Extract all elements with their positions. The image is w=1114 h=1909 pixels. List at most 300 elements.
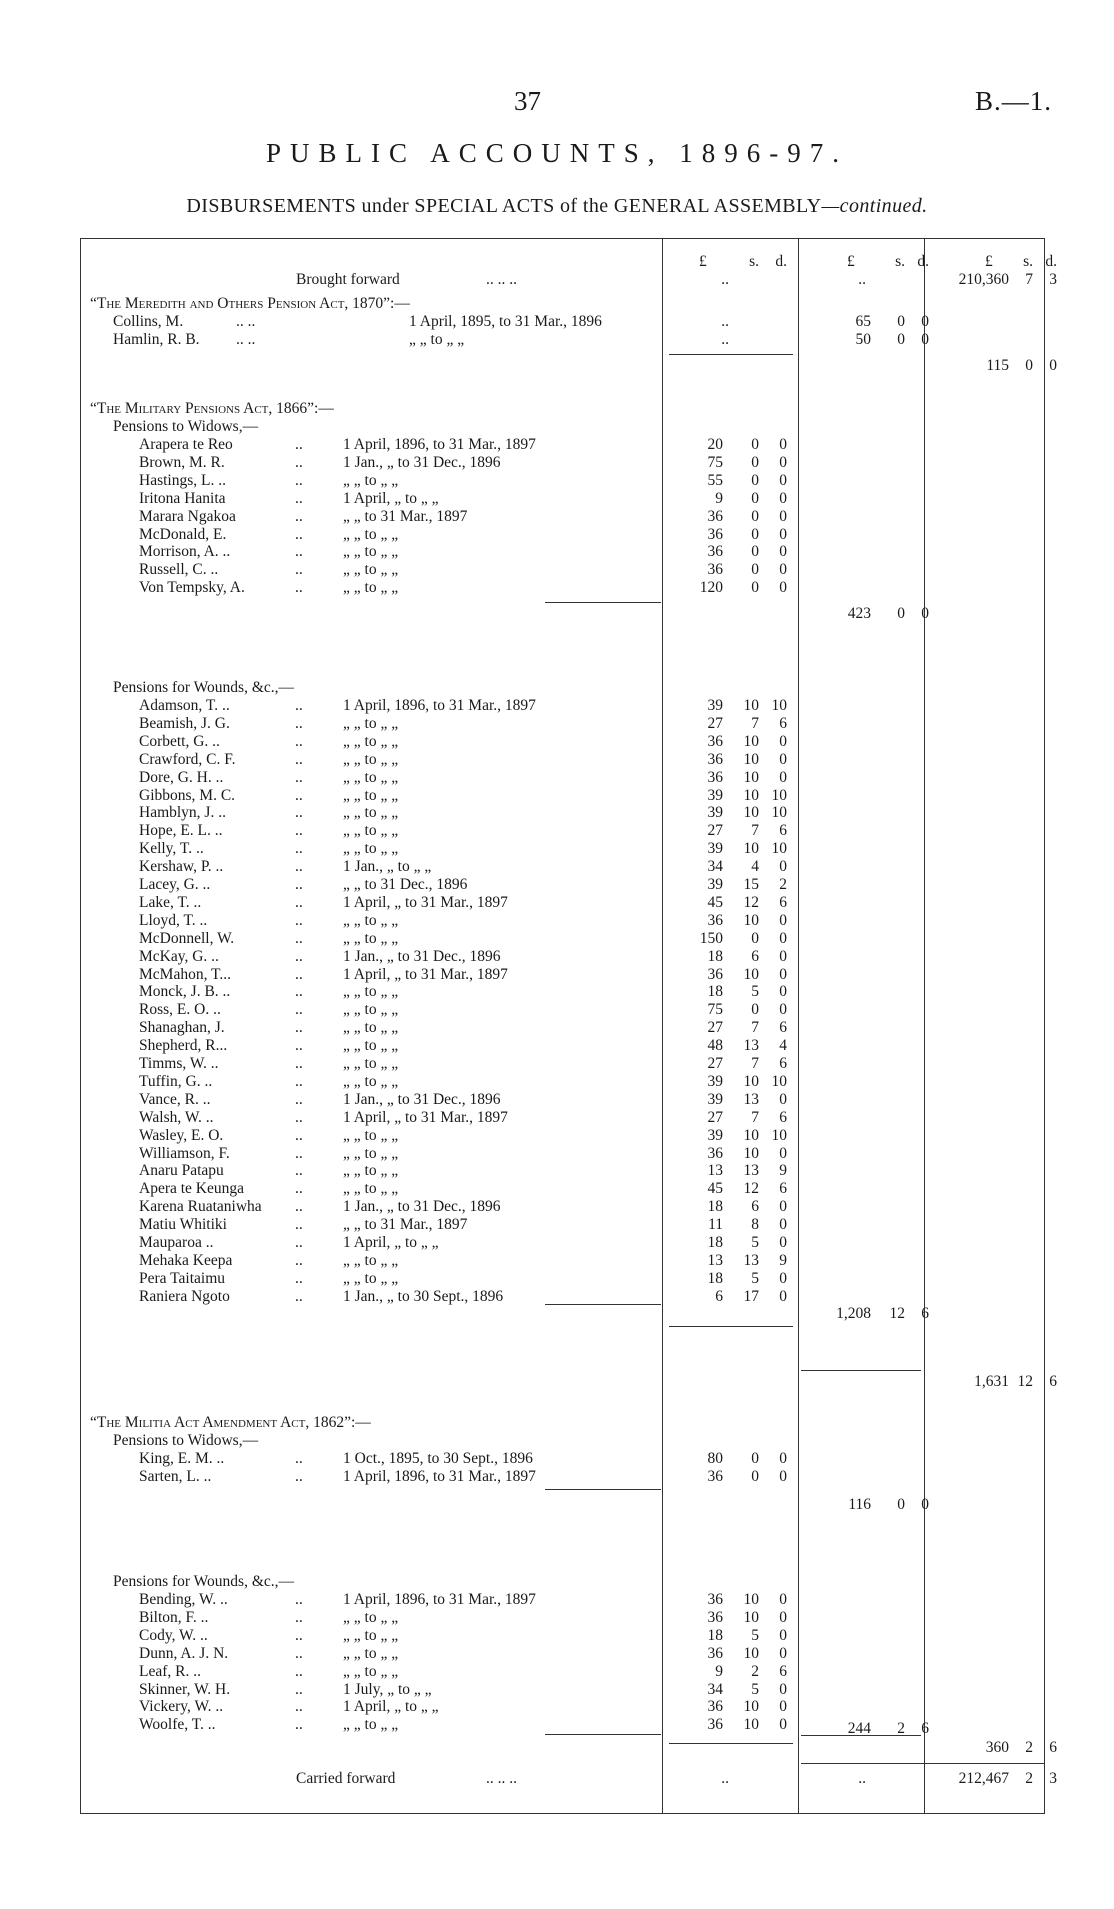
pensioner-name: Dunn, A. J. N. — [139, 1644, 229, 1662]
pension-amount-pence: 0 — [779, 1450, 787, 1467]
pension-amount-pence: 0 — [779, 732, 787, 750]
pension-amount-pounds: 27 — [707, 1019, 723, 1037]
total-rule — [669, 1326, 793, 1327]
table-row — [81, 1180, 1044, 1198]
table-row — [81, 1198, 1044, 1216]
militia-wounds-total-pence: 6 — [921, 1720, 929, 1737]
pension-amount-shillings: 17 — [743, 1287, 759, 1305]
pension-amount-pounds: 36 — [707, 1716, 723, 1734]
pension-amount-pounds: 11 — [708, 1216, 723, 1234]
pension-amount-pounds: 6 — [715, 1287, 723, 1305]
pension-amount-pence: 0 — [779, 561, 787, 579]
pensioner-name: Pera Taitaimu — [139, 1269, 226, 1287]
table-row — [81, 1681, 1044, 1699]
pension-amount-pounds: 36 — [707, 507, 723, 525]
leader-dots: .. — [295, 1180, 303, 1198]
subtotal-row — [81, 605, 1044, 623]
leader-dots: .. — [295, 1216, 303, 1234]
table-row — [81, 1234, 1044, 1252]
table-row — [81, 1609, 1044, 1627]
pensioner-name: Morrison, A. .. — [139, 543, 231, 561]
pension-amount-pence: 6 — [779, 1180, 787, 1198]
leader-dots: .. — [295, 1626, 303, 1644]
pensioner-name: Hamblyn, J. .. — [139, 804, 226, 822]
pension-amount-shillings: 0 — [751, 543, 759, 561]
pension-amount-pence: 0 — [779, 1216, 787, 1234]
pension-amount-pounds: 39 — [707, 1126, 723, 1144]
pensioner-name: Dore, G. H. .. — [139, 768, 224, 786]
leader-dots: .. — [295, 1162, 303, 1180]
table-row — [81, 1645, 1044, 1663]
pension-amount-pence: 0 — [779, 579, 787, 597]
pensioner-name: Hamlin, R. B. — [113, 330, 200, 348]
leader-dots: .. .. — [236, 313, 256, 330]
pension-amount-pounds: 45 — [707, 893, 723, 911]
leader-dots: .. — [295, 561, 303, 579]
pension-amount-shillings: 7 — [751, 714, 759, 732]
meredith-total-pence: 0 — [1049, 357, 1057, 374]
pensioner-name: Iritona Hanita — [139, 489, 226, 507]
table-row — [81, 769, 1044, 787]
table-row — [81, 1037, 1044, 1055]
militia-widows-total-shillings: 0 — [897, 1496, 905, 1513]
table-row — [81, 787, 1044, 805]
leader-dots: .. — [295, 858, 303, 876]
pension-period: „ „ to „ „ — [343, 1126, 399, 1144]
pension-period: „ „ to „ „ — [343, 768, 399, 786]
accounts-table — [80, 238, 1057, 1814]
pension-amount-pounds: 18 — [707, 1269, 723, 1287]
pension-amount-pence: 0 — [779, 929, 787, 947]
pension-amount-pence: 0 — [921, 330, 929, 348]
table-row — [81, 1001, 1044, 1019]
pension-amount-shillings: 13 — [743, 1090, 759, 1108]
pensioner-name: Williamson, F. — [139, 1144, 230, 1162]
table-row — [81, 715, 1044, 733]
pension-period: „ „ to „ „ — [343, 732, 399, 750]
pension-amount-pounds: 75 — [707, 453, 723, 471]
page-subtitle — [0, 195, 1114, 218]
pensioner-name: Vickery, W. .. — [139, 1698, 224, 1716]
table-row — [81, 948, 1044, 966]
pension-amount-pounds: 75 — [707, 1001, 723, 1019]
subtitle-main: DISBURSEMENTS under SPECIAL ACTS of the GENERAL ASSEMBLY — [186, 195, 822, 217]
pension-amount-pence: 0 — [779, 1591, 787, 1608]
military-widows-total-shillings: 0 — [897, 605, 905, 622]
table-row — [81, 1109, 1044, 1127]
pensioner-name: Lacey, G. .. — [139, 876, 211, 893]
pension-period: „ „ to „ „ — [343, 786, 399, 804]
table-row — [81, 1468, 1044, 1486]
pension-period: „ „ to „ „ — [343, 543, 399, 561]
carried-forward-total-shillings: 2 — [1025, 1770, 1033, 1787]
leader-dots: .. .. .. — [486, 271, 517, 288]
military-wounds-total-pounds: 1,208 — [836, 1305, 871, 1322]
shilling-header: s. — [1023, 253, 1033, 270]
pension-amount-pounds: 36 — [707, 561, 723, 579]
leader-dots: .. — [295, 453, 303, 471]
pension-amount-pence: 0 — [779, 965, 787, 983]
pensioner-name: Skinner, W. H. — [139, 1680, 231, 1698]
leader-dots: .. — [295, 579, 303, 597]
brought-forward-label: Brought forward — [296, 271, 400, 288]
section-total-row — [81, 1739, 1057, 1757]
pension-amount-shillings: 0 — [751, 525, 759, 543]
meredith-act-heading: “The Meredith and Others Pension Act, 1870”:— — [90, 295, 410, 312]
table-row — [81, 1450, 1044, 1468]
pension-period: „ „ to „ „ — [409, 330, 465, 348]
leader-dots: .. — [295, 1037, 303, 1055]
leader-dots: .. — [295, 768, 303, 786]
leader-dots: .. — [295, 1001, 303, 1019]
pension-period: 1 April, „ to 31 Mar., 1897 — [343, 1108, 508, 1126]
leader-dots: .. — [295, 1680, 303, 1698]
pension-period: „ „ to „ „ — [343, 1072, 399, 1090]
pension-amount-pence: 9 — [779, 1251, 787, 1269]
pensioner-name: Russell, C. .. — [139, 561, 219, 579]
pound-header: £ — [985, 253, 993, 270]
pension-amount-pounds: 120 — [699, 579, 723, 597]
pension-period: „ „ to „ „ — [343, 804, 399, 822]
pension-amount-pounds: 36 — [707, 768, 723, 786]
total-rule — [669, 354, 793, 355]
pension-amount-shillings: 13 — [743, 1037, 759, 1055]
pension-amount-shillings: 6 — [751, 1198, 759, 1216]
document-reference: B.—1. — [974, 86, 1052, 116]
leader-dots: .. — [295, 1591, 303, 1608]
pension-amount-pence: 0 — [779, 1269, 787, 1287]
pension-amount-pence: 0 — [779, 1287, 787, 1305]
table-row — [81, 579, 1044, 597]
pensioner-name: McKay, G. .. — [139, 947, 219, 965]
pension-amount-pence: 0 — [779, 750, 787, 768]
pension-period: 1 Jan., „ to „ „ — [343, 858, 432, 876]
pension-amount-pence: 10 — [771, 786, 787, 804]
pound-header: £ — [699, 253, 707, 270]
pension-amount-pounds: 9 — [715, 1662, 723, 1680]
pension-amount-shillings: 10 — [743, 1716, 759, 1734]
leader-dots: .. — [295, 1269, 303, 1287]
ditto-dots: .. — [721, 313, 729, 330]
pension-amount-pence: 0 — [779, 1001, 787, 1019]
pension-amount-pence: 0 — [779, 1090, 787, 1108]
pension-amount-pounds: 9 — [715, 489, 723, 507]
brought-forward-total-pence: 3 — [1049, 271, 1057, 288]
pension-period: 1 Jan., „ to 31 Dec., 1896 — [343, 1090, 501, 1108]
pensioner-name: Tuffin, G. .. — [139, 1072, 213, 1090]
pension-amount-shillings: 5 — [751, 1680, 759, 1698]
pension-amount-shillings: 10 — [743, 911, 759, 929]
pension-amount-pence: 0 — [921, 313, 929, 330]
pension-amount-shillings: 10 — [743, 1644, 759, 1662]
pension-amount-pounds: 36 — [707, 750, 723, 768]
pension-period: „ „ to „ „ — [343, 1626, 399, 1644]
pension-amount-shillings: 12 — [743, 893, 759, 911]
military-wounds-total-shillings: 12 — [889, 1305, 905, 1322]
pension-amount-pence: 6 — [779, 822, 787, 840]
table-row — [81, 733, 1044, 751]
leader-dots: .. — [295, 1287, 303, 1305]
leader-dots: .. — [295, 1716, 303, 1734]
militia-total-shillings: 2 — [1025, 1739, 1033, 1756]
pension-amount-shillings: 10 — [743, 1144, 759, 1162]
pension-period: „ „ to „ „ — [343, 1269, 399, 1287]
total-rule — [545, 1489, 661, 1490]
pension-amount-shillings: 10 — [743, 1591, 759, 1608]
pension-amount-shillings: 10 — [743, 840, 759, 858]
pension-period: „ „ to 31 Mar., 1897 — [343, 507, 468, 525]
leader-dots: .. — [295, 876, 303, 893]
pension-amount-pence: 4 — [779, 1037, 787, 1055]
pensioner-name: Monck, J. B. .. — [139, 983, 231, 1001]
pension-amount-shillings: 10 — [743, 768, 759, 786]
pension-amount-pounds: 13 — [707, 1251, 723, 1269]
section-heading — [81, 1414, 1044, 1432]
subtotal-row — [81, 1496, 1044, 1514]
pension-period: „ „ to „ „ — [343, 579, 399, 597]
pension-amount-pounds: 36 — [707, 965, 723, 983]
leader-dots: .. — [295, 1072, 303, 1090]
table-row — [81, 1127, 1044, 1145]
pension-amount-pence: 0 — [779, 489, 787, 507]
pension-amount-shillings: 0 — [897, 330, 905, 348]
pension-amount-shillings: 10 — [743, 732, 759, 750]
leader-dots: .. — [295, 1144, 303, 1162]
pensioner-name: Kelly, T. .. — [139, 840, 204, 858]
pension-amount-shillings: 0 — [751, 929, 759, 947]
pension-amount-pounds: 39 — [707, 804, 723, 822]
pension-amount-shillings: 10 — [743, 750, 759, 768]
pension-period: „ „ to „ „ — [343, 1251, 399, 1269]
table-row — [81, 1145, 1044, 1163]
pension-amount-pounds: 36 — [707, 1591, 723, 1608]
military-wounds-total-pence: 6 — [921, 1305, 929, 1322]
pension-amount-pounds: 27 — [707, 1055, 723, 1072]
pension-amount-pence: 10 — [771, 804, 787, 822]
leader-dots: .. — [295, 911, 303, 929]
pension-amount-pence: 6 — [779, 1055, 787, 1072]
pension-period: „ „ to „ „ — [343, 1144, 399, 1162]
pensioner-name: Bending, W. .. — [139, 1591, 228, 1608]
pensioner-name: Corbett, G. .. — [139, 732, 220, 750]
table-row — [81, 1627, 1044, 1645]
pension-amount-pounds: 80 — [707, 1450, 723, 1467]
table-row — [81, 1019, 1044, 1037]
table-row — [81, 313, 1044, 331]
pension-amount-pounds: 36 — [707, 1698, 723, 1716]
pension-amount-shillings: 5 — [751, 1626, 759, 1644]
table-row — [81, 858, 1044, 876]
subtitle-continued: —continued. — [821, 195, 928, 217]
pension-amount-pounds: 50 — [855, 330, 871, 348]
pension-amount-shillings: 7 — [751, 1108, 759, 1126]
pension-amount-pence: 6 — [779, 1662, 787, 1680]
pension-amount-pence: 0 — [779, 436, 787, 453]
pension-amount-pounds: 36 — [707, 1608, 723, 1626]
pension-amount-shillings: 5 — [751, 1269, 759, 1287]
pension-amount-shillings: 10 — [743, 1608, 759, 1626]
section-heading — [81, 295, 1044, 313]
pension-period: „ „ to „ „ — [343, 840, 399, 858]
pension-amount-pence: 0 — [779, 1144, 787, 1162]
pension-period: „ „ to „ „ — [343, 714, 399, 732]
pension-amount-pounds: 34 — [707, 858, 723, 876]
pensioner-name: Karena Ruataniwha — [139, 1198, 262, 1216]
brought-forward-row — [81, 271, 1057, 289]
militia-total-pence: 6 — [1049, 1739, 1057, 1756]
pension-period: „ „ to „ „ — [343, 1055, 399, 1072]
pension-amount-pounds: 18 — [707, 1234, 723, 1251]
leader-dots: .. — [295, 1055, 303, 1072]
pensioner-name: Shepherd, R... — [139, 1037, 228, 1055]
brought-forward-total-pounds: 210,360 — [958, 271, 1009, 288]
table-row — [81, 894, 1044, 912]
pensioner-name: Matiu Whitiki — [139, 1216, 227, 1234]
pensioner-name: Leaf, R. .. — [139, 1662, 201, 1680]
brought-forward-total-shillings: 7 — [1025, 271, 1033, 288]
pension-period: 1 April, 1895, to 31 Mar., 1896 — [409, 313, 602, 330]
leader-dots: .. — [295, 822, 303, 840]
pension-amount-pounds: 55 — [707, 471, 723, 489]
pension-amount-shillings: 8 — [751, 1216, 759, 1234]
pensioner-name: McMahon, T... — [139, 965, 231, 983]
pensioner-name: King, E. M. .. — [139, 1450, 225, 1467]
military-widows-total-pounds: 423 — [847, 605, 871, 622]
pension-period: „ „ to „ „ — [343, 822, 399, 840]
pensioner-name: Beamish, J. G. — [139, 714, 230, 732]
pension-period: 1 July, „ to „ „ — [343, 1680, 432, 1698]
pension-period: „ „ to „ „ — [343, 1037, 399, 1055]
ditto-dots: .. — [721, 1770, 729, 1787]
section-total-row — [81, 357, 1057, 375]
ditto-dots: .. — [721, 330, 729, 348]
pension-amount-pence: 0 — [779, 1608, 787, 1626]
meredith-total-shillings: 0 — [1025, 357, 1033, 374]
pension-amount-pounds: 36 — [707, 1644, 723, 1662]
table-row — [81, 1252, 1044, 1270]
pension-period: 1 Jan., „ to 31 Dec., 1896 — [343, 1198, 501, 1216]
pension-amount-pence: 0 — [779, 983, 787, 1001]
table-row — [81, 472, 1044, 490]
pence-header: d. — [775, 253, 787, 270]
pension-period: „ „ to „ „ — [343, 1180, 399, 1198]
pension-amount-shillings: 0 — [751, 1450, 759, 1467]
table-row — [81, 804, 1044, 822]
pensioner-name: Kershaw, P. .. — [139, 858, 224, 876]
pension-period: „ „ to „ „ — [343, 1019, 399, 1037]
leader-dots: .. — [295, 929, 303, 947]
pension-amount-pounds: 18 — [707, 947, 723, 965]
pension-amount-pounds: 48 — [707, 1037, 723, 1055]
pension-amount-pounds: 36 — [707, 1144, 723, 1162]
subsection-heading — [81, 1573, 1044, 1591]
leader-dots: .. — [295, 750, 303, 768]
leader-dots: .. — [295, 1090, 303, 1108]
subtotal-row — [81, 1305, 1044, 1323]
total-rule — [545, 602, 661, 603]
pension-period: 1 April, „ to „ „ — [343, 489, 439, 507]
pension-amount-pence: 6 — [779, 1019, 787, 1037]
pension-amount-pounds: 150 — [699, 929, 723, 947]
pension-amount-pounds: 27 — [707, 1108, 723, 1126]
pension-amount-pence: 0 — [779, 507, 787, 525]
table-row — [81, 331, 1044, 349]
leader-dots: .. — [295, 471, 303, 489]
pension-amount-shillings: 0 — [751, 561, 759, 579]
pension-amount-pounds: 18 — [707, 1626, 723, 1644]
pension-period: „ „ to „ „ — [343, 911, 399, 929]
leader-dots: .. — [295, 1467, 303, 1485]
pension-period: „ „ to „ „ — [343, 1001, 399, 1019]
pension-period: „ „ to 31 Mar., 1897 — [343, 1216, 468, 1234]
pension-amount-pounds: 27 — [707, 714, 723, 732]
pension-amount-shillings: 13 — [743, 1162, 759, 1180]
militia-wounds-total-shillings: 2 — [897, 1720, 905, 1737]
pension-amount-shillings: 4 — [751, 858, 759, 876]
table-row — [81, 1591, 1044, 1609]
militia-act-heading: “The Militia Act Amendment Act, 1862”:— — [90, 1414, 371, 1431]
carried-forward-total-pounds: 212,467 — [958, 1770, 1009, 1787]
shilling-header: s. — [749, 253, 759, 270]
pension-amount-pence: 0 — [779, 543, 787, 561]
leader-dots: .. — [295, 1198, 303, 1216]
pensioner-name: Mauparoa .. — [139, 1234, 214, 1251]
pensioner-name: Hope, E. L. .. — [139, 822, 223, 840]
pensioner-name: Wasley, E. O. — [139, 1126, 224, 1144]
pension-amount-shillings: 10 — [743, 697, 759, 714]
pension-amount-shillings: 13 — [743, 1251, 759, 1269]
leader-dots: .. — [295, 1662, 303, 1680]
pension-period: 1 April, „ to „ „ — [343, 1698, 439, 1716]
leader-dots: .. .. — [236, 330, 256, 348]
table-row — [81, 983, 1044, 1001]
pension-period: „ „ to „ „ — [343, 1608, 399, 1626]
pension-amount-pence: 0 — [779, 1644, 787, 1662]
table-row — [81, 840, 1044, 858]
leader-dots: .. — [295, 543, 303, 561]
widows-heading: Pensions to Widows,— — [113, 418, 259, 435]
leader-dots: .. — [295, 947, 303, 965]
table-row — [81, 561, 1044, 579]
pension-amount-shillings: 2 — [751, 1662, 759, 1680]
pension-period: 1 April, „ to „ „ — [343, 1234, 439, 1251]
table-row — [81, 1091, 1044, 1109]
pension-amount-pounds: 39 — [707, 1072, 723, 1090]
pensioner-name: Collins, M. — [113, 313, 184, 330]
pension-amount-pence: 10 — [771, 1072, 787, 1090]
pension-amount-pounds: 36 — [707, 911, 723, 929]
pensioner-name: Sarten, L. .. — [139, 1467, 212, 1485]
pension-amount-shillings: 10 — [743, 965, 759, 983]
pence-header: d. — [1045, 253, 1057, 270]
pension-amount-pence: 0 — [779, 911, 787, 929]
table-row — [81, 966, 1044, 984]
leader-dots: .. — [295, 1251, 303, 1269]
pension-amount-pounds: 65 — [855, 313, 871, 330]
leader-dots: .. — [295, 983, 303, 1001]
pension-period: 1 April, „ to 31 Mar., 1897 — [343, 893, 508, 911]
pension-amount-pounds: 36 — [707, 732, 723, 750]
pension-amount-shillings: 0 — [751, 489, 759, 507]
pension-amount-pounds: 18 — [707, 1198, 723, 1216]
pension-amount-pounds: 34 — [707, 1680, 723, 1698]
table-row — [81, 1663, 1044, 1681]
pension-amount-pence: 0 — [779, 858, 787, 876]
pension-amount-pounds: 36 — [707, 525, 723, 543]
ditto-dots: .. — [858, 1770, 866, 1787]
leader-dots: .. — [295, 965, 303, 983]
table-row — [81, 526, 1044, 544]
